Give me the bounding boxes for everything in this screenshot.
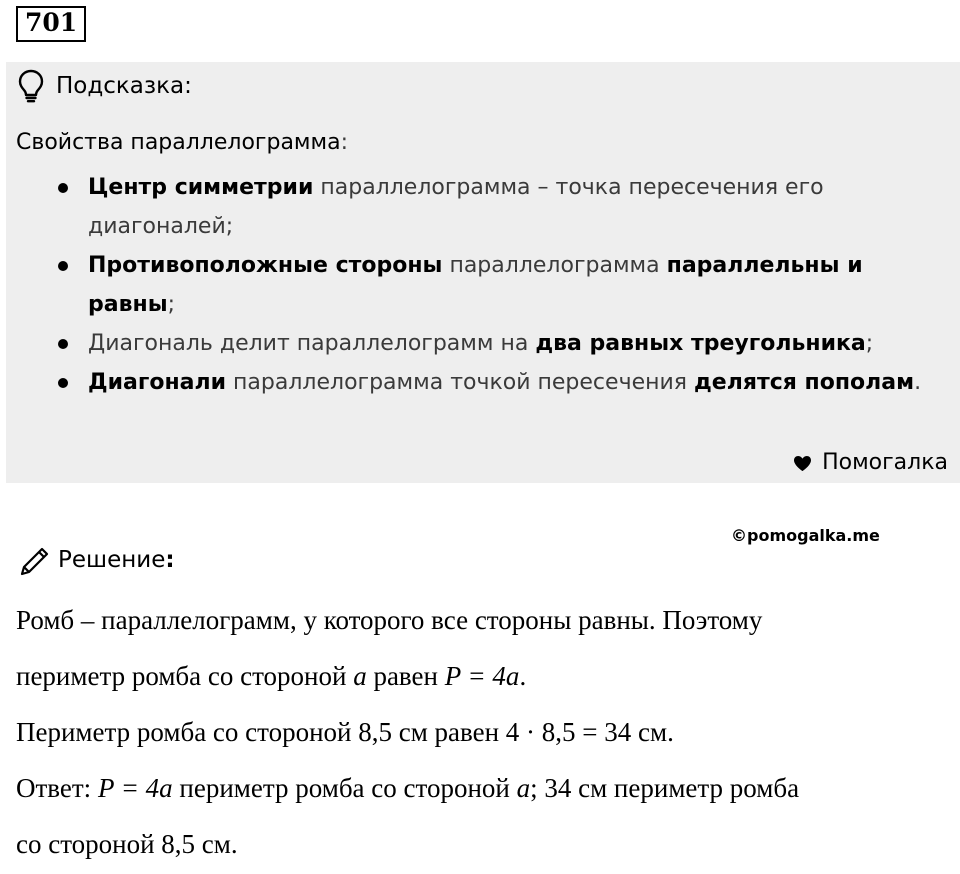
task-number: 701 [16,6,86,42]
bullet-icon [58,183,68,193]
solution-header [18,540,175,580]
list-item: Противоположные стороны параллелограмма параллельны и равны; [16,246,951,324]
list-item: Диагональ делит параллелограмм на два равных треугольника; [16,324,951,363]
solution-line: периметр ромба со стороной a равен P = 4a. [16,661,527,691]
properties-list [16,168,951,402]
solution-title: Решение: [58,547,175,573]
list-item: Диагонали параллелограмма точкой пересечения делятся пополам. [16,363,951,402]
heart-icon [793,455,812,472]
solution-body [16,592,951,872]
watermark: ©pomogalka.me [731,526,880,545]
hint-header [18,68,192,104]
bullet-icon [58,339,68,349]
signature-text: Помогалка [822,450,948,475]
answer-line: со стороной 8,5 см. [16,829,238,859]
pencil-icon [18,543,52,577]
signature [793,448,948,478]
hint-box [6,62,960,483]
bullet-icon [58,261,68,271]
lightbulb-icon [18,69,44,103]
solution-line: Периметр ромба со стороной 8,5 см равен 4 · 8,5 = 34 см. [16,717,674,747]
bullet-icon [58,378,68,388]
list-item: Центр симметрии параллелограмма – точка пересечения его диагоналей; [16,168,951,246]
hint-title: Подсказка: [56,73,192,99]
solution-line: Ромб – параллелограмм, у которого все стороны равны. Поэтому [16,605,763,635]
answer-line: Ответ: P = 4a периметр ромба со стороной a; 34 см периметр ромба [16,773,800,803]
properties-title: Свойства параллелограмма: [16,130,349,155]
